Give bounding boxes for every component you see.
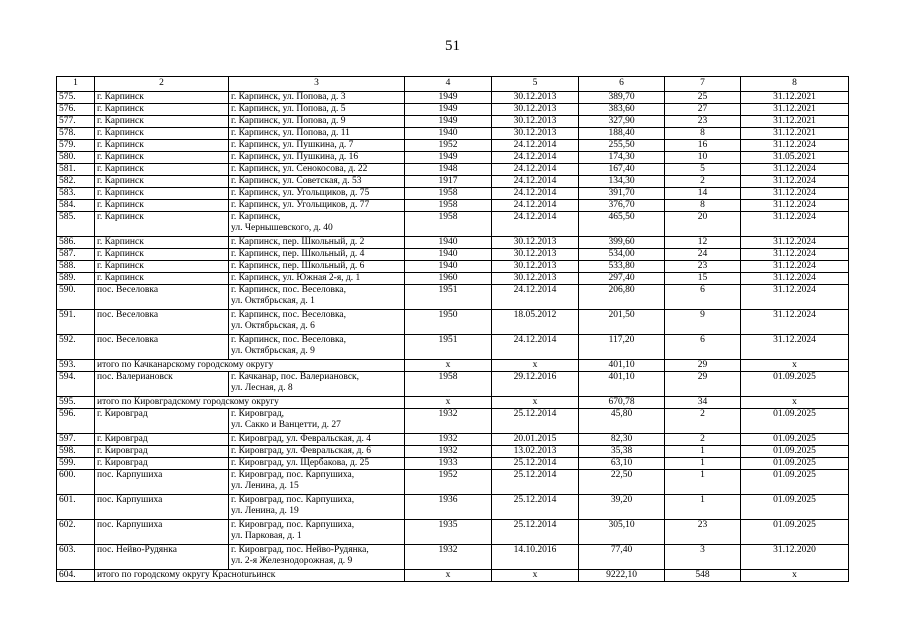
row-number: 599.	[57, 458, 95, 470]
table-row	[57, 104, 849, 116]
table-row	[57, 310, 849, 335]
address-cell: г. Кировград, пос. Карпушиха, ул. Ленина, д. 19	[229, 495, 405, 520]
deadline-cell: 31.12.2020	[741, 545, 849, 570]
year-cell: 1940	[405, 128, 492, 140]
residents-cell: 1	[665, 446, 741, 458]
date-cell: 24.12.2014	[492, 212, 579, 237]
area-cell: 327,90	[579, 116, 665, 128]
locality-cell: пос. Веселовка	[95, 285, 229, 310]
locality-cell: г. Кировград	[95, 458, 229, 470]
locality-cell: г. Карпинск	[95, 92, 229, 104]
year-cell: 1940	[405, 249, 492, 261]
residents-cell: 16	[665, 140, 741, 152]
year-cell: 1958	[405, 372, 492, 397]
residents-cell: 24	[665, 249, 741, 261]
area-cell: 188,40	[579, 128, 665, 140]
year-cell: 1932	[405, 446, 492, 458]
locality-cell: г. Карпинск	[95, 261, 229, 273]
locality-cell: г. Карпинск	[95, 237, 229, 249]
date-cell: 25.12.2014	[492, 409, 579, 434]
deadline-cell: 31.12.2024	[741, 249, 849, 261]
locality-cell: г. Карпинск	[95, 212, 229, 237]
address-cell: г. Карпинск, ул. Советская, д. 53	[229, 176, 405, 188]
area-cell: 305,10	[579, 520, 665, 545]
table-row	[57, 446, 849, 458]
address-cell: г. Карпинск, ул. Сенокосова, д. 22	[229, 164, 405, 176]
date-cell: 30.12.2013	[492, 104, 579, 116]
row-number: 591.	[57, 310, 95, 335]
date-cell: 30.12.2013	[492, 92, 579, 104]
deadline-cell: 31.12.2024	[741, 212, 849, 237]
address-cell: г. Карпинск, пер. Школьный, д. 2	[229, 237, 405, 249]
year-cell: 1949	[405, 116, 492, 128]
deadline-cell: 01.09.2025	[741, 520, 849, 545]
locality-cell: г. Карпинск	[95, 164, 229, 176]
column-header: 8	[741, 77, 849, 92]
area-cell: 670,78	[579, 397, 665, 409]
deadline-cell: 31.12.2024	[741, 200, 849, 212]
deadline-cell: 31.12.2021	[741, 104, 849, 116]
residents-cell: 1	[665, 458, 741, 470]
area-cell: 391,70	[579, 188, 665, 200]
row-number: 576.	[57, 104, 95, 116]
deadline-cell: 31.12.2024	[741, 188, 849, 200]
table-row	[57, 152, 849, 164]
row-number: 586.	[57, 237, 95, 249]
year-cell: 1940	[405, 261, 492, 273]
table-row	[57, 470, 849, 495]
row-number: 589.	[57, 273, 95, 285]
total-label: итого по городскому округу Красноturьинск	[95, 570, 405, 582]
residents-cell: 20	[665, 212, 741, 237]
row-number: 601.	[57, 495, 95, 520]
date-cell: 14.10.2016	[492, 545, 579, 570]
date-cell: 25.12.2014	[492, 470, 579, 495]
area-cell: 401,10	[579, 360, 665, 372]
address-cell: г. Карпинск, ул. Угольщиков, д. 75	[229, 188, 405, 200]
table-row	[57, 92, 849, 104]
date-cell: 25.12.2014	[492, 495, 579, 520]
row-number: 600.	[57, 470, 95, 495]
locality-cell: пос. Карпушиха	[95, 520, 229, 545]
housing-table	[56, 76, 849, 582]
date-cell: 18.05.2012	[492, 310, 579, 335]
address-cell: г. Качканар, пос. Валериановск, ул. Лесная, д. 8	[229, 372, 405, 397]
year-cell: 1952	[405, 470, 492, 495]
column-header: 3	[229, 77, 405, 92]
residents-cell: 10	[665, 152, 741, 164]
area-cell: 22,50	[579, 470, 665, 495]
area-cell: 383,60	[579, 104, 665, 116]
address-cell: г. Карпинск, пос. Веселовка, ул. Октябрьская, д. 1	[229, 285, 405, 310]
residents-cell: 6	[665, 335, 741, 360]
table-row	[57, 176, 849, 188]
table-row	[57, 360, 849, 372]
locality-cell: г. Карпинск	[95, 273, 229, 285]
row-number: 577.	[57, 116, 95, 128]
deadline-cell: 31.12.2024	[741, 310, 849, 335]
residents-cell: 2	[665, 434, 741, 446]
address-cell: г. Карпинск, пос. Веселовка, ул. Октябрьская, д. 9	[229, 335, 405, 360]
locality-cell: г. Кировград	[95, 434, 229, 446]
address-cell: г. Карпинск, пос. Веселовка, ул. Октябрьская, д. 6	[229, 310, 405, 335]
row-number: 587.	[57, 249, 95, 261]
deadline-cell: х	[741, 397, 849, 409]
residents-cell: 1	[665, 470, 741, 495]
year-cell: 1952	[405, 140, 492, 152]
locality-cell: пос. Карпушиха	[95, 470, 229, 495]
row-number: 581.	[57, 164, 95, 176]
date-cell: 30.12.2013	[492, 249, 579, 261]
area-cell: 9222,10	[579, 570, 665, 582]
locality-cell: г. Карпинск	[95, 116, 229, 128]
table-row	[57, 261, 849, 273]
residents-cell: 25	[665, 92, 741, 104]
row-number: 592.	[57, 335, 95, 360]
address-cell: г. Карпинск, пер. Школьный, д. 4	[229, 249, 405, 261]
year-cell: 1950	[405, 310, 492, 335]
area-cell: 39,20	[579, 495, 665, 520]
year-cell: 1949	[405, 152, 492, 164]
area-cell: 206,80	[579, 285, 665, 310]
locality-cell: г. Карпинск	[95, 140, 229, 152]
locality-cell: г. Кировград	[95, 446, 229, 458]
locality-cell: г. Карпинск	[95, 249, 229, 261]
area-cell: 82,30	[579, 434, 665, 446]
deadline-cell: 31.12.2024	[741, 176, 849, 188]
table-row	[57, 164, 849, 176]
row-number: 575.	[57, 92, 95, 104]
year-cell: 1932	[405, 409, 492, 434]
area-cell: 401,10	[579, 372, 665, 397]
address-cell: г. Карпинск, ул. Попова, д. 11	[229, 128, 405, 140]
column-header: 1	[57, 77, 95, 92]
residents-cell: 23	[665, 520, 741, 545]
area-cell: 45,80	[579, 409, 665, 434]
residents-cell: 23	[665, 261, 741, 273]
date-cell: 24.12.2014	[492, 164, 579, 176]
row-number: 594.	[57, 372, 95, 397]
area-cell: 534,00	[579, 249, 665, 261]
address-cell: г. Карпинск, ул. Угольщиков, д. 77	[229, 200, 405, 212]
area-cell: 399,60	[579, 237, 665, 249]
table-row	[57, 128, 849, 140]
year-cell: 1949	[405, 92, 492, 104]
locality-cell: г. Карпинск	[95, 188, 229, 200]
address-cell: г. Кировград, пос. Карпушиха, ул. Ленина, д. 15	[229, 470, 405, 495]
year-cell: 1958	[405, 212, 492, 237]
row-number: 598.	[57, 446, 95, 458]
year-cell: 1951	[405, 285, 492, 310]
table-row	[57, 545, 849, 570]
year-cell: 1933	[405, 458, 492, 470]
row-number: 584.	[57, 200, 95, 212]
deadline-cell: 01.09.2025	[741, 409, 849, 434]
year-cell: 1958	[405, 188, 492, 200]
column-header: 7	[665, 77, 741, 92]
date-cell: х	[492, 570, 579, 582]
deadline-cell: 31.12.2024	[741, 273, 849, 285]
total-label: итого по Кировградскому городскому округу	[95, 397, 405, 409]
year-cell: 1935	[405, 520, 492, 545]
area-cell: 63,10	[579, 458, 665, 470]
residents-cell: 34	[665, 397, 741, 409]
date-cell: 24.12.2014	[492, 335, 579, 360]
deadline-cell: 01.09.2025	[741, 495, 849, 520]
address-cell: г. Карпинск, ул. Попова, д. 3	[229, 92, 405, 104]
row-number: 597.	[57, 434, 95, 446]
row-number: 590.	[57, 285, 95, 310]
area-cell: 376,70	[579, 200, 665, 212]
area-cell: 77,40	[579, 545, 665, 570]
area-cell: 389,70	[579, 92, 665, 104]
address-cell: г. Кировград, ул. Сакко и Ванцетти, д. 27	[229, 409, 405, 434]
area-cell: 255,50	[579, 140, 665, 152]
date-cell: х	[492, 360, 579, 372]
date-cell: 24.12.2014	[492, 188, 579, 200]
date-cell: 24.12.2014	[492, 176, 579, 188]
area-cell: 297,40	[579, 273, 665, 285]
deadline-cell: 31.05.2021	[741, 152, 849, 164]
deadline-cell: 31.12.2024	[741, 261, 849, 273]
area-cell: 533,80	[579, 261, 665, 273]
address-cell: г. Карпинск, ул. Чернышевского, д. 40	[229, 212, 405, 237]
locality-cell: г. Карпинск	[95, 200, 229, 212]
area-cell: 117,20	[579, 335, 665, 360]
residents-cell: 6	[665, 285, 741, 310]
residents-cell: 8	[665, 128, 741, 140]
row-number: 602.	[57, 520, 95, 545]
row-number: 582.	[57, 176, 95, 188]
row-number: 580.	[57, 152, 95, 164]
residents-cell: 15	[665, 273, 741, 285]
year-cell: х	[405, 397, 492, 409]
address-cell: г. Кировград, пос. Нейво-Рудянка, ул. 2-я Железнодорожная, д. 9	[229, 545, 405, 570]
year-cell: х	[405, 570, 492, 582]
residents-cell: 5	[665, 164, 741, 176]
row-number: 583.	[57, 188, 95, 200]
locality-cell: г. Карпинск	[95, 128, 229, 140]
table-row	[57, 372, 849, 397]
column-header: 6	[579, 77, 665, 92]
locality-cell: г. Кировград	[95, 409, 229, 434]
deadline-cell: 01.09.2025	[741, 458, 849, 470]
table-row	[57, 520, 849, 545]
year-cell: 1940	[405, 237, 492, 249]
year-cell: 1951	[405, 335, 492, 360]
row-number: 578.	[57, 128, 95, 140]
year-cell: 1960	[405, 273, 492, 285]
residents-cell: 23	[665, 116, 741, 128]
residents-cell: 3	[665, 545, 741, 570]
deadline-cell: 31.12.2021	[741, 128, 849, 140]
address-cell: г. Карпинск, ул. Пушкина, д. 16	[229, 152, 405, 164]
locality-cell: г. Карпинск	[95, 104, 229, 116]
row-number: 585.	[57, 212, 95, 237]
row-number: 595.	[57, 397, 95, 409]
date-cell: 24.12.2014	[492, 285, 579, 310]
table-row	[57, 212, 849, 237]
row-number: 603.	[57, 545, 95, 570]
residents-cell: 29	[665, 360, 741, 372]
table-row	[57, 570, 849, 582]
deadline-cell: 31.12.2024	[741, 164, 849, 176]
date-cell: 25.12.2014	[492, 520, 579, 545]
locality-cell: пос. Веселовка	[95, 335, 229, 360]
year-cell: 1949	[405, 104, 492, 116]
year-cell: 1958	[405, 200, 492, 212]
locality-cell: г. Карпинск	[95, 176, 229, 188]
year-cell: 1932	[405, 545, 492, 570]
table-row	[57, 188, 849, 200]
residents-cell: 2	[665, 176, 741, 188]
table-row	[57, 200, 849, 212]
table-row	[57, 458, 849, 470]
table-row	[57, 335, 849, 360]
deadline-cell: 01.09.2025	[741, 470, 849, 495]
table-row	[57, 273, 849, 285]
total-label: итого по Качканарскому городскому округу	[95, 360, 405, 372]
row-number: 596.	[57, 409, 95, 434]
deadline-cell: х	[741, 570, 849, 582]
address-cell: г. Кировград, ул. Щербакова, д. 25	[229, 458, 405, 470]
row-number: 593.	[57, 360, 95, 372]
residents-cell: 2	[665, 409, 741, 434]
deadline-cell: 31.12.2024	[741, 285, 849, 310]
date-cell: 24.12.2014	[492, 200, 579, 212]
year-cell: 1948	[405, 164, 492, 176]
deadline-cell: х	[741, 360, 849, 372]
locality-cell: г. Карпинск	[95, 152, 229, 164]
table-row	[57, 495, 849, 520]
column-header: 4	[405, 77, 492, 92]
address-cell: г. Карпинск, ул. Попова, д. 9	[229, 116, 405, 128]
header-row	[57, 77, 849, 92]
date-cell: 13.02.2013	[492, 446, 579, 458]
date-cell: 20.01.2015	[492, 434, 579, 446]
table-row	[57, 237, 849, 249]
date-cell: 24.12.2014	[492, 152, 579, 164]
row-number: 579.	[57, 140, 95, 152]
address-cell: г. Кировград, пос. Карпушиха, ул. Парковая, д. 1	[229, 520, 405, 545]
table-row	[57, 285, 849, 310]
year-cell: 1936	[405, 495, 492, 520]
locality-cell: пос. Валериановск	[95, 372, 229, 397]
year-cell: 1917	[405, 176, 492, 188]
column-header: 5	[492, 77, 579, 92]
area-cell: 174,30	[579, 152, 665, 164]
residents-cell: 548	[665, 570, 741, 582]
row-number: 604.	[57, 570, 95, 582]
table-row	[57, 249, 849, 261]
address-cell: г. Карпинск, ул. Попова, д. 5	[229, 104, 405, 116]
year-cell: х	[405, 360, 492, 372]
area-cell: 35,38	[579, 446, 665, 458]
residents-cell: 14	[665, 188, 741, 200]
table-row	[57, 116, 849, 128]
deadline-cell: 31.12.2021	[741, 92, 849, 104]
deadline-cell: 01.09.2025	[741, 434, 849, 446]
area-cell: 134,30	[579, 176, 665, 188]
table-row	[57, 409, 849, 434]
locality-cell: пос. Веселовка	[95, 310, 229, 335]
year-cell: 1932	[405, 434, 492, 446]
residents-cell: 29	[665, 372, 741, 397]
deadline-cell: 01.09.2025	[741, 446, 849, 458]
address-cell: г. Карпинск, ул. Пушкина, д. 7	[229, 140, 405, 152]
date-cell: 30.12.2013	[492, 116, 579, 128]
locality-cell: пос. Нейво-Рудянка	[95, 545, 229, 570]
deadline-cell: 31.12.2024	[741, 335, 849, 360]
table-row	[57, 434, 849, 446]
page-number: 51	[445, 38, 460, 54]
residents-cell: 8	[665, 200, 741, 212]
residents-cell: 1	[665, 495, 741, 520]
date-cell: 29.12.2016	[492, 372, 579, 397]
address-cell: г. Карпинск, ул. Южная 2-я, д. 1	[229, 273, 405, 285]
date-cell: 25.12.2014	[492, 458, 579, 470]
deadline-cell: 31.12.2024	[741, 237, 849, 249]
date-cell: 24.12.2014	[492, 140, 579, 152]
deadline-cell: 01.09.2025	[741, 372, 849, 397]
table-row	[57, 397, 849, 409]
residents-cell: 9	[665, 310, 741, 335]
table-row	[57, 140, 849, 152]
address-cell: г. Кировград, ул. Февральская, д. 6	[229, 446, 405, 458]
address-cell: г. Кировград, ул. Февральская, д. 4	[229, 434, 405, 446]
area-cell: 201,50	[579, 310, 665, 335]
address-cell: г. Карпинск, пер. Школьный, д. 6	[229, 261, 405, 273]
date-cell: х	[492, 397, 579, 409]
locality-cell: пос. Карпушиха	[95, 495, 229, 520]
table-body	[57, 92, 849, 582]
date-cell: 30.12.2013	[492, 237, 579, 249]
area-cell: 465,50	[579, 212, 665, 237]
column-header: 2	[95, 77, 229, 92]
date-cell: 30.12.2013	[492, 273, 579, 285]
deadline-cell: 31.12.2024	[741, 140, 849, 152]
row-number: 588.	[57, 261, 95, 273]
deadline-cell: 31.12.2021	[741, 116, 849, 128]
residents-cell: 27	[665, 104, 741, 116]
date-cell: 30.12.2013	[492, 261, 579, 273]
residents-cell: 12	[665, 237, 741, 249]
area-cell: 167,40	[579, 164, 665, 176]
date-cell: 30.12.2013	[492, 128, 579, 140]
